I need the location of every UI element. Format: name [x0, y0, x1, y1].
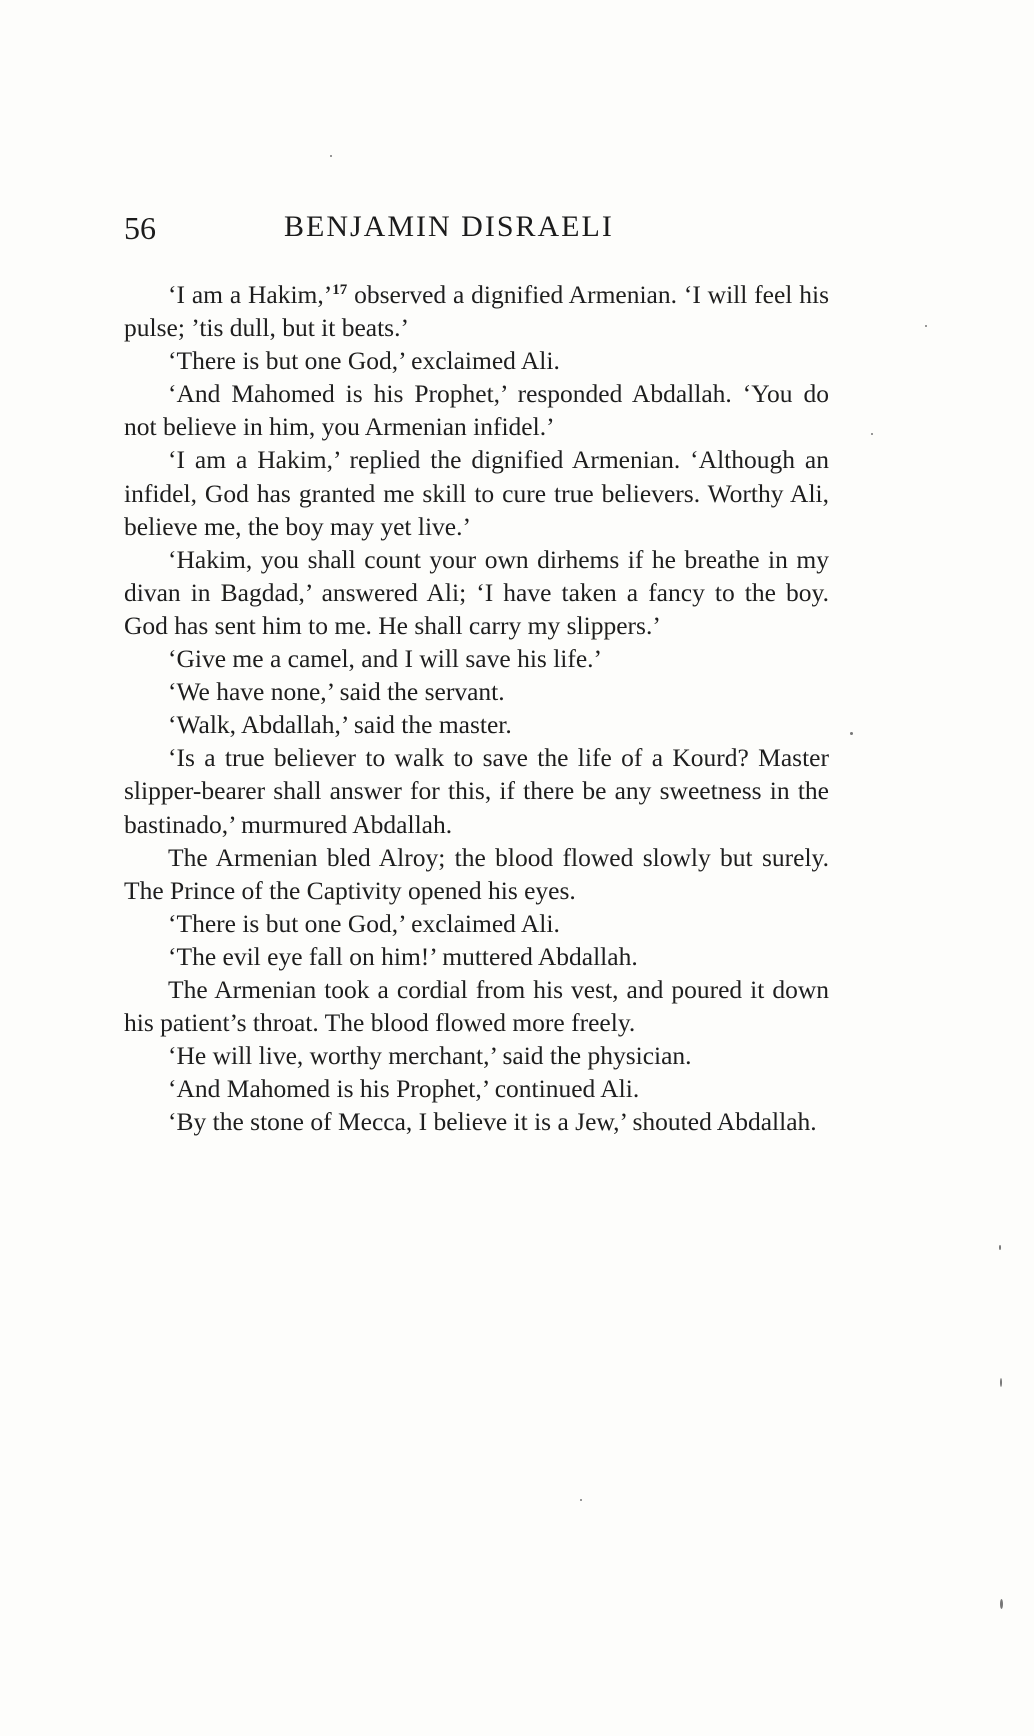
paper-speck [330, 155, 332, 157]
paper-speck [580, 1499, 582, 1501]
paragraph: ‘There is but one God,’ exclaimed Ali. [168, 346, 560, 376]
paragraph: ‘Is a true believer to walk to save the life of a Kourd? Master slipper-bearer shall answer for this, if there be any sweetness in the bastinado,’ murmured Abdallah. [124, 743, 829, 839]
paragraph: ‘Give me a camel, and I will save his life.’ [168, 644, 603, 674]
paragraph: ‘And Mahomed is his Prophet,’ responded Abdallah. ‘You do not believe in him, you Armenian infidel.’ [124, 379, 829, 442]
paper-speck [925, 325, 927, 327]
paragraph: The Armenian took a cordial from his vest, and poured it down his patient’s throat. The blood flowed more freely. [124, 974, 829, 1038]
paragraph-text: ‘I am a Hakim,’ [168, 280, 333, 309]
paragraph: ‘We have none,’ said the servant. [168, 677, 505, 707]
page-header [124, 210, 829, 250]
paper-speck [1000, 1378, 1002, 1387]
paragraph: ‘He will live, worthy merchant,’ said the physician. [168, 1041, 692, 1071]
paragraph-text: observed a dignified Armenian. ‘I will feel his pulse; ’tis dull, but it beats.’ [124, 280, 829, 343]
paper-speck [999, 1245, 1001, 1250]
paragraph: ‘The evil eye fall on him!’ muttered Abdallah. [168, 941, 638, 971]
paper-speck [1000, 1599, 1003, 1609]
paragraph: ‘I am a Hakim,’ replied the dignified Armenian. ‘Although an infidel, God has granted me skill to cure true believers. Worthy Ali, believe me, the boy may yet live.’ [124, 445, 829, 541]
paragraph [124, 278, 829, 344]
paper-speck [871, 433, 873, 435]
paragraph: The Armenian bled Alroy; the blood flowed slowly but surely. The Prince of the Captivity opened his eyes. [124, 842, 829, 905]
paragraph: ‘Walk, Abdallah,’ said the master. [168, 710, 512, 740]
running-head: BENJAMIN DISRAELI [284, 210, 614, 243]
paragraph: ‘By the stone of Mecca, I believe it is a Jew,’ shouted Abdallah. [168, 1107, 817, 1137]
paragraph: ‘And Mahomed is his Prophet,’ continued Ali. [168, 1074, 640, 1104]
paragraph: ‘There is but one God,’ exclaimed Ali. [168, 908, 560, 938]
body-text [124, 278, 829, 1138]
footnote-marker: 17 [332, 282, 348, 298]
page-number: 56 [124, 210, 156, 246]
paper-speck [850, 732, 853, 735]
paragraph: ‘Hakim, you shall count your own dirhems if he breathe in my divan in Bagdad,’ answered Ali; ‘I have taken a fancy to the boy. God has sent him to me. He shall carry my slippers.’ [124, 544, 829, 640]
